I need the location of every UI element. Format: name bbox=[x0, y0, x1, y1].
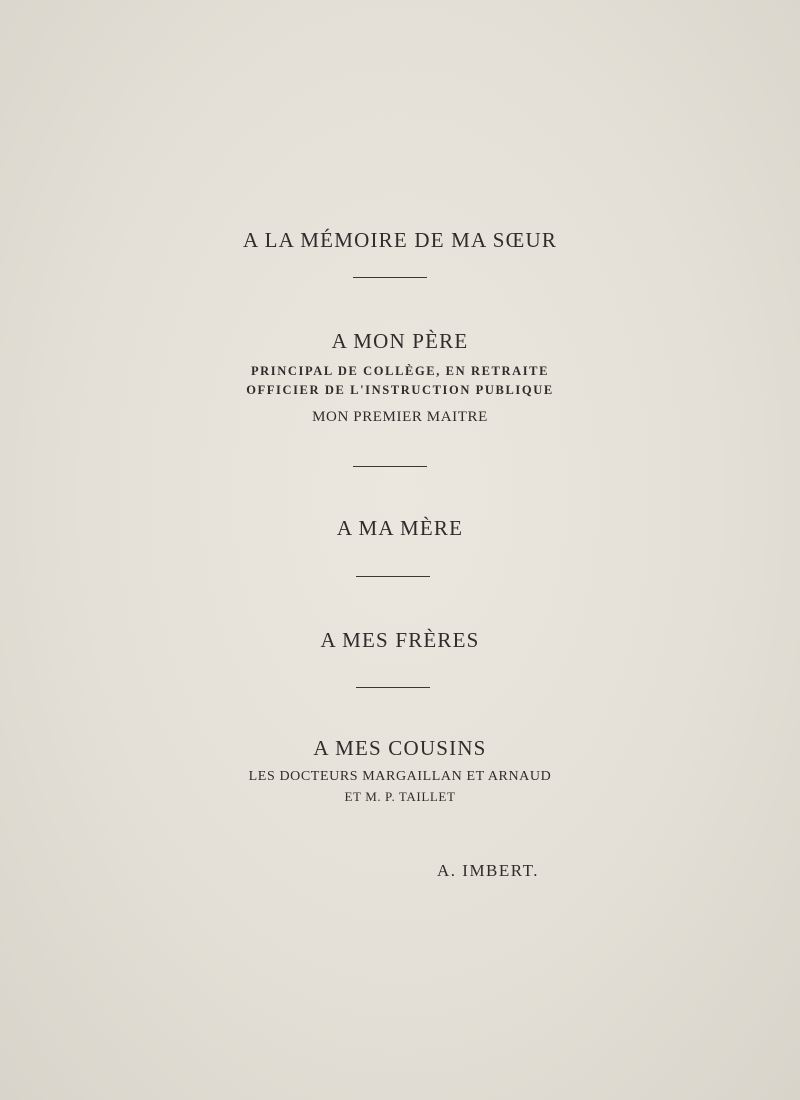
divider-rule bbox=[353, 466, 427, 467]
divider-rule bbox=[356, 687, 430, 688]
author-signature: A. IMBERT. bbox=[437, 861, 539, 880]
dedication-father-line3: MON PREMIER MAITRE bbox=[312, 409, 488, 425]
dedication-cousins-line2: ET M. P. TAILLET bbox=[344, 789, 456, 804]
divider-rule bbox=[356, 576, 430, 577]
dedication-cousins-line1: LES DOCTEURS MARGAILLAN ET ARNAUD bbox=[248, 769, 552, 784]
dedication-mother: A MA MÈRE bbox=[336, 516, 464, 540]
dedication-father-heading: A MON PÈRE bbox=[331, 329, 469, 353]
divider-rule bbox=[353, 277, 427, 278]
dedication-father-line1: PRINCIPAL DE COLLÈGE, EN RETRAITE bbox=[250, 364, 550, 378]
dedication-sister: A LA MÉMOIRE DE MA SŒUR bbox=[242, 228, 558, 252]
dedication-brothers: A MES FRÈRES bbox=[320, 628, 480, 652]
dedication-cousins-heading: A MES COUSINS bbox=[313, 736, 487, 760]
dedication-father-line2: OFFICIER DE L'INSTRUCTION PUBLIQUE bbox=[246, 383, 554, 397]
